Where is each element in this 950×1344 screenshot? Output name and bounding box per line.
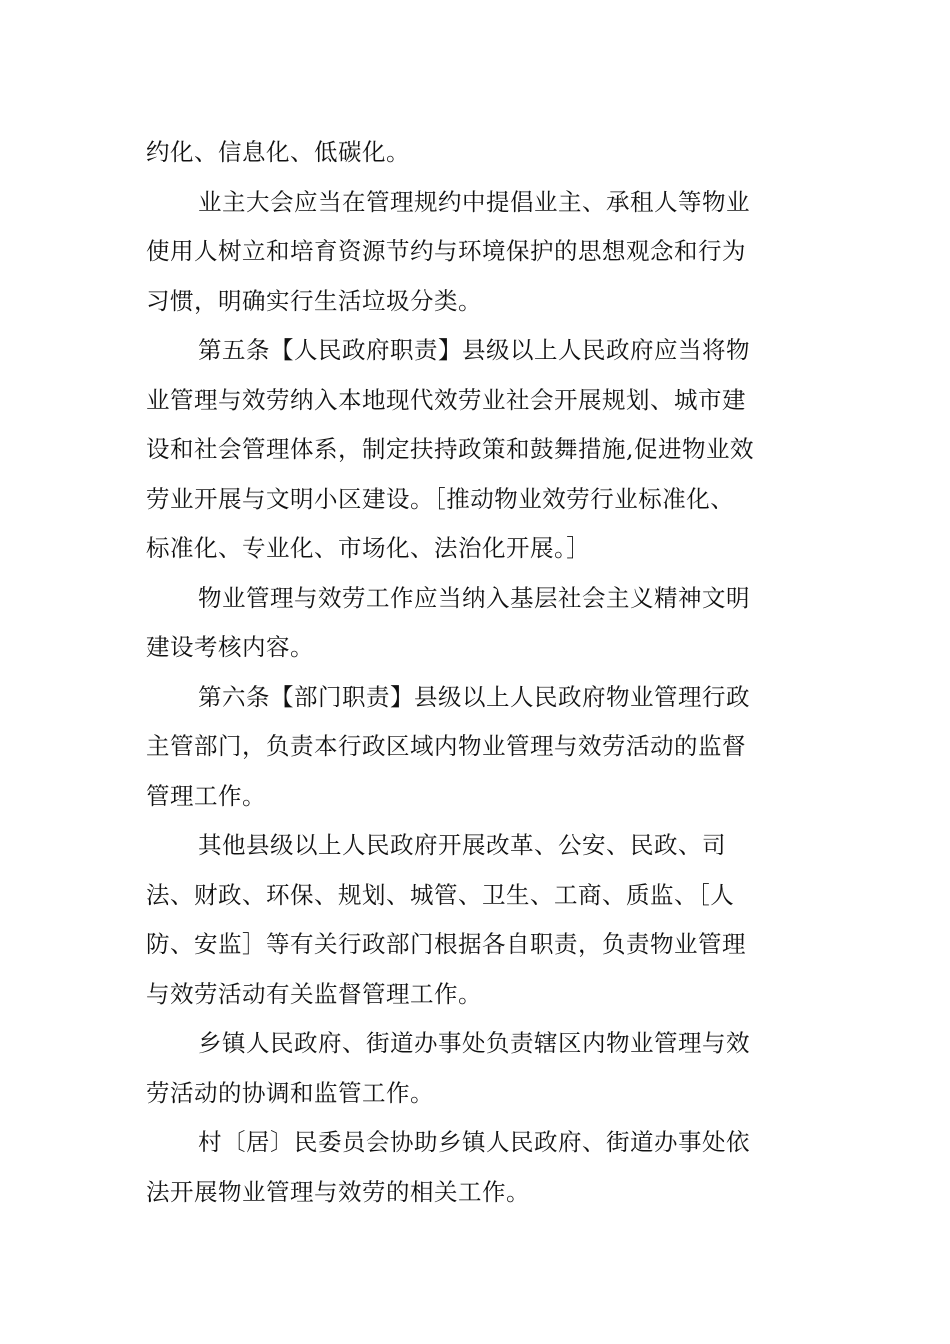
paragraph-start-line: 乡镇人民政府、街道办事处负责辖区内物业管理与效 xyxy=(198,1029,750,1057)
article-5-heading-line: 第五条【人民政府职责】县级以上人民政府应当将物 xyxy=(198,336,750,364)
text-line: 劳业开展与文明小区建设。［推动物业效劳行业标准化、 xyxy=(146,484,735,513)
text-line: 主管部门，负责本行政区域内物业管理与效劳活动的监督 xyxy=(146,732,746,760)
text-line: 约化、信息化、低碳化。 xyxy=(146,138,410,166)
text-line: 标准化、专业化、市场化、法治化开展。］ xyxy=(146,534,591,562)
paragraph-start-line: 村〔居〕民委员会协助乡镇人民政府、街道办事处依 xyxy=(198,1128,750,1156)
text-line: 设和社会管理体系，制定扶持政策和鼓舞措施,促进物业效 xyxy=(146,435,754,463)
paragraph-start-line: 物业管理与效劳工作应当纳入基层社会主义精神文明 xyxy=(198,583,750,612)
text-line: 习惯，明确实行生活垃圾分类。 xyxy=(146,286,482,315)
text-line: 业管理与效劳纳入本地现代效劳业社会开展规划、城市建 xyxy=(146,385,746,414)
text-line: 法、财政、环保、规划、城管、卫生、工商、质监、［人 xyxy=(146,880,735,909)
text-line: 法开展物业管理与效劳的相关工作。 xyxy=(146,1177,530,1206)
text-line: 使用人树立和培育资源节约与环境保护的思想观念和行为 xyxy=(146,237,746,265)
text-line: 与效劳活动有关监督管理工作。 xyxy=(146,979,482,1008)
article-6-heading-line: 第六条【部门职责】县级以上人民政府物业管理行政 xyxy=(198,682,750,711)
text-line: 建设考核内容。 xyxy=(146,633,314,661)
paragraph-start-line: 业主大会应当在管理规约中提倡业主、承租人等物业 xyxy=(198,187,750,216)
text-line: 劳活动的协调和监管工作。 xyxy=(146,1078,434,1107)
text-line: 管理工作。 xyxy=(146,781,266,810)
document-body xyxy=(146,128,806,1217)
text-line: 防、安监］等有关行政部门根据各自职责，负责物业管理 xyxy=(146,930,746,958)
paragraph-start-line: 其他县级以上人民政府开展改革、公安、民政、司 xyxy=(198,831,726,859)
